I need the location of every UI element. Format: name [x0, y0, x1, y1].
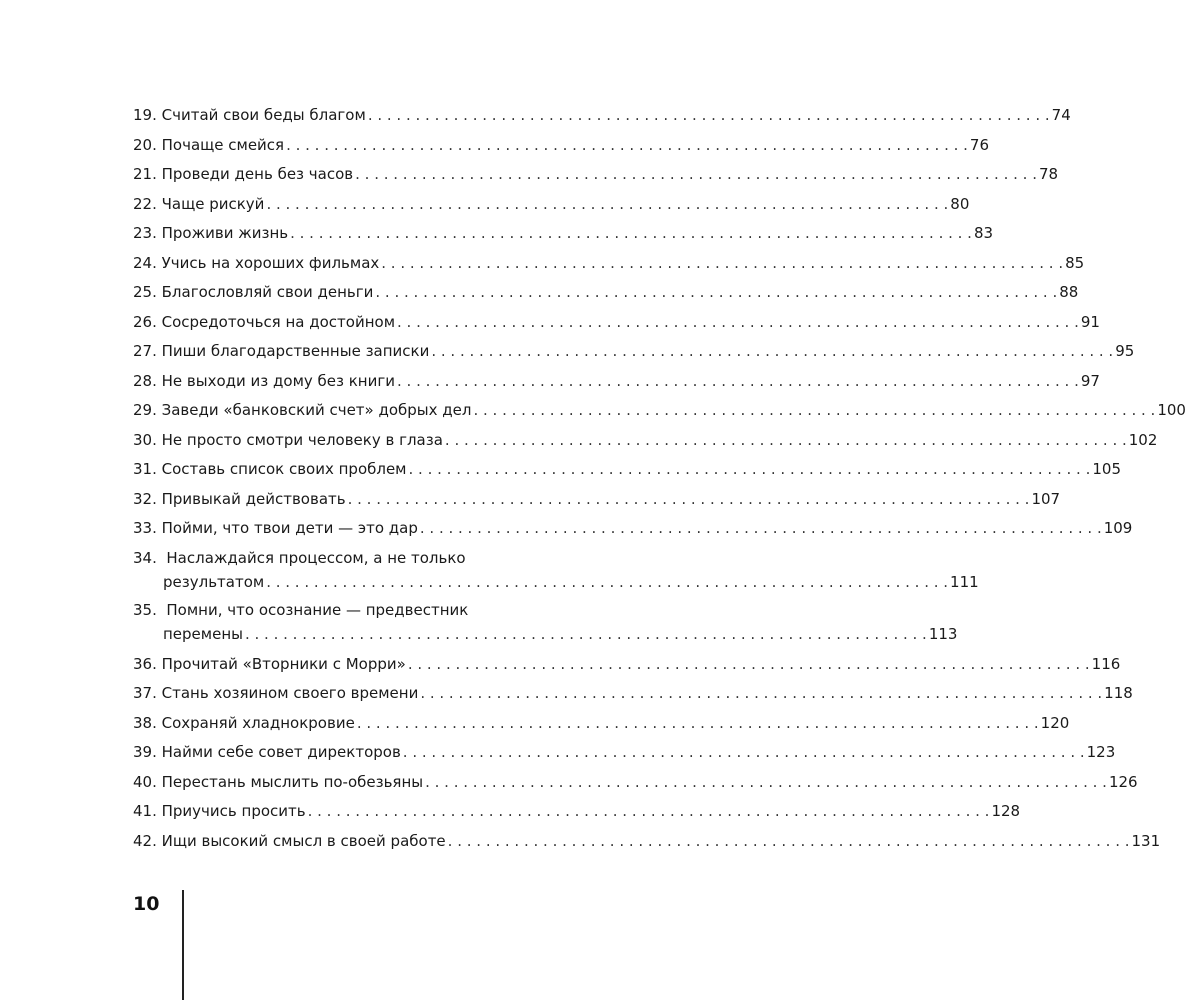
entry-number: 32.	[133, 489, 162, 508]
entry-page: 131	[1131, 831, 1161, 850]
entry-number: 21.	[133, 165, 162, 183]
toc-entry	[133, 131, 990, 161]
entry-number: 25.	[133, 283, 162, 301]
entry-page: 91	[1080, 312, 1100, 331]
dot-leader	[375, 278, 1057, 308]
toc-entry	[133, 738, 1116, 768]
dot-leader	[381, 249, 1063, 279]
page-number: 10	[133, 893, 160, 915]
entry-page: 83	[973, 224, 994, 242]
entry-page: 111	[950, 573, 979, 591]
dot-leader	[368, 101, 1050, 131]
entry-page: 102	[1128, 430, 1158, 449]
entry-page: 113	[928, 625, 958, 643]
entry-number: 35.	[133, 600, 162, 619]
entry-page: 76	[969, 135, 990, 154]
dot-leader	[286, 131, 968, 161]
toc-entry	[133, 396, 1186, 426]
dot-leader	[425, 768, 1107, 798]
entry-title: Прочитай «Вторники с Морри»	[161, 654, 406, 673]
dot-leader	[290, 219, 972, 249]
entry-title: Благословляй свои деньги	[161, 283, 374, 301]
entry-title: Пиши благодарственные записки	[161, 342, 430, 360]
entry-page: 109	[1103, 519, 1133, 537]
entry-number: 22.	[133, 194, 162, 213]
entry-title: Проживи жизнь	[161, 224, 289, 242]
entry-title: Наслаждайся процессом, а не только	[166, 548, 466, 567]
entry-title: Проведи день без часов	[161, 165, 354, 183]
toc-entry	[133, 367, 1100, 397]
entry-title: Считай свои беды благом	[161, 106, 366, 124]
dot-leader	[431, 337, 1113, 367]
entry-title: Чаще рискуй	[161, 194, 265, 213]
entry-title-continued: результатом	[163, 573, 265, 591]
toc-entry	[133, 455, 1121, 485]
dot-leader	[348, 485, 1030, 515]
entry-number: 41.	[133, 802, 162, 820]
entry-line-1	[133, 598, 559, 623]
toc-entry	[133, 308, 1100, 338]
toc-entry	[133, 160, 1059, 190]
toc-entry	[133, 249, 1085, 279]
toc-entry	[133, 598, 958, 647]
dot-leader	[403, 738, 1085, 768]
entry-page: 105	[1092, 460, 1121, 478]
entry-number: 31.	[133, 460, 162, 478]
dot-leader	[357, 709, 1039, 739]
entry-page: 80	[950, 194, 970, 213]
entry-page: 118	[1104, 684, 1133, 702]
toc-entry	[133, 546, 979, 595]
entry-page: 107	[1031, 489, 1061, 508]
toc-entry	[133, 650, 1121, 680]
toc-entry	[133, 797, 1021, 827]
entry-title: Заведи «банковский счет» добрых дел	[161, 401, 472, 419]
entry-number: 28.	[133, 371, 162, 390]
entry-page: 88	[1059, 283, 1079, 301]
entry-number: 20.	[133, 135, 162, 154]
entry-title-continued: перемены	[163, 625, 243, 643]
toc-entry	[133, 337, 1135, 367]
entry-page: 97	[1080, 371, 1100, 390]
entry-number: 26.	[133, 312, 162, 331]
entry-number: 36.	[133, 654, 162, 673]
entry-line-1	[133, 546, 559, 571]
dot-leader	[397, 308, 1079, 338]
toc-entry	[133, 190, 970, 220]
entry-title: Ищи высокий смысл в своей работе	[161, 831, 446, 850]
entry-number: 24.	[133, 253, 162, 272]
dot-leader	[266, 570, 948, 595]
entry-page: 128	[991, 802, 1021, 820]
toc-entry	[133, 278, 1079, 308]
dot-leader	[473, 396, 1155, 426]
entry-number: 27.	[133, 342, 162, 360]
entry-number: 29.	[133, 401, 162, 419]
entry-title: Стань хозяином своего времени	[161, 684, 419, 702]
entry-number: 30.	[133, 430, 162, 449]
entry-number: 39.	[133, 743, 162, 761]
entry-title: Сохраняй хладнокровие	[161, 713, 355, 732]
dot-leader	[420, 679, 1102, 709]
dot-leader	[409, 455, 1091, 485]
entry-number: 33.	[133, 519, 162, 537]
entry-title: Перестань мыслить по-обезьяны	[161, 772, 424, 791]
toc-entry	[133, 827, 1161, 857]
entry-number: 38.	[133, 713, 162, 732]
toc-entry	[133, 426, 1158, 456]
dot-leader	[355, 160, 1037, 190]
entry-number: 37.	[133, 684, 162, 702]
entry-number: 42.	[133, 831, 162, 850]
dot-leader	[245, 622, 927, 647]
entry-title: Помни, что осознание — предвестник	[166, 600, 469, 619]
entry-page: 95	[1115, 342, 1135, 360]
entry-title: Сосредоточься на достойном	[161, 312, 396, 331]
toc-entry	[133, 709, 1070, 739]
entry-title: Найми себе совет директоров	[161, 743, 401, 761]
entry-title: Почаще смейся	[161, 135, 285, 154]
dot-leader	[308, 797, 990, 827]
entry-title: Привыкай действовать	[161, 489, 346, 508]
entry-page: 74	[1051, 106, 1071, 124]
entry-page: 85	[1065, 253, 1085, 272]
dot-leader	[420, 514, 1102, 544]
dot-leader	[445, 426, 1127, 456]
toc-entry	[133, 219, 994, 249]
entry-title: Учись на хороших фильмах	[161, 253, 380, 272]
dot-leader	[397, 367, 1079, 397]
entry-title: Не просто смотри человеку в глаза	[161, 430, 443, 449]
entry-page: 100	[1157, 401, 1186, 419]
toc-entry	[133, 679, 1133, 709]
toc-entry	[133, 768, 1138, 798]
entry-page: 78	[1038, 165, 1059, 183]
folio-vertical-rule	[182, 890, 184, 1000]
entry-page: 126	[1108, 772, 1138, 791]
entry-number: 40.	[133, 772, 162, 791]
toc-entry	[133, 485, 1061, 515]
entry-number: 34.	[133, 548, 162, 567]
entry-title: Пойми, что твои дети — это дар	[161, 519, 418, 537]
dot-leader	[408, 650, 1090, 680]
entry-page: 123	[1086, 743, 1116, 761]
entry-title: Приучись просить	[161, 802, 306, 820]
entry-number: 19.	[133, 106, 162, 124]
entry-line-2	[133, 622, 958, 647]
entry-page: 116	[1091, 654, 1121, 673]
entry-page: 120	[1040, 713, 1070, 732]
table-of-contents	[133, 101, 1186, 856]
dot-leader	[448, 827, 1130, 857]
entry-line-2	[133, 570, 979, 595]
dot-leader	[266, 190, 948, 220]
entry-number: 23.	[133, 224, 162, 242]
entry-title: Составь список своих проблем	[161, 460, 407, 478]
toc-entry	[133, 101, 1071, 131]
toc-entry	[133, 514, 1133, 544]
entry-title: Не выходи из дому без книги	[161, 371, 395, 390]
